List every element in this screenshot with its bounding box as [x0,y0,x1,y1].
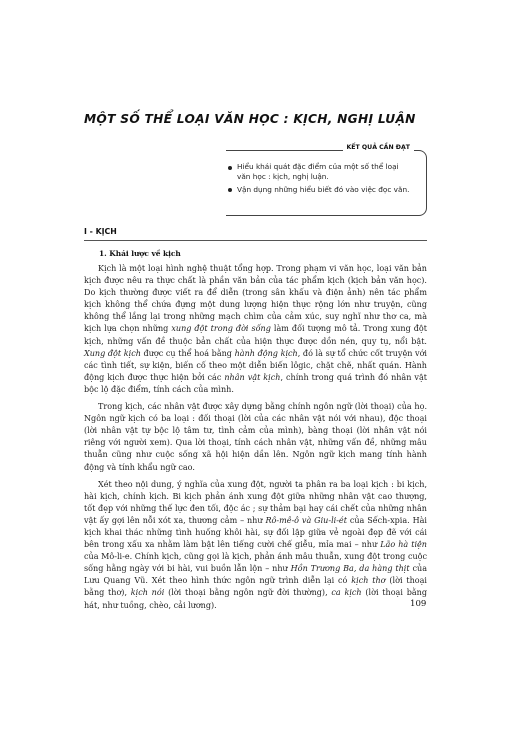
text-run: Trong kịch, các nhân vật được xây dựng bằng chính ngôn ngữ (lời thoại) của họ. Ngôn ngữ kịch có ba loại : đối thoại (lời của các nhân vật nói với nhau), độc thoại (lời nhân vật tự bộc lộ tâm tư, tình cảm của mình), bàng thoại (lời nhân vật nói riêng với người xem). Qua lời thoại, tính cách nhân vật, những vấn đề, những mâu thuẫn cũng như cuộc sống xã hội hiện dần lên. Ngôn ngữ kịch mang tính hành động và tính khẩu ngữ cao. [84,402,427,472]
body-paragraph [84,263,427,396]
body-paragraph [84,479,427,612]
page-number: 109 [410,599,427,609]
subsection-heading: 1. Khái lược về kịch [99,249,181,258]
text-run: (lời thoại bằng hát, như tuồng, chèo, cải lương). [84,588,427,610]
text-run: của Mô-li-e. Chính kịch, cũng gọi là kịch, phản ánh mâu thuẫn, xung đột trong cuộc sống hằng ngày với bi hài, vui buồn lẫn lộn – như [84,552,427,574]
learning-goals-list [228,162,414,197]
italic-term: hành động kịch [234,348,298,358]
section-heading: I - KỊCH [84,227,117,236]
text-run: làm đối tượng mô tả. Trong xung đột kịch, những vấn đề thuộc bản chất của hiện thực được dồn nén, quy tụ, nổi bật. [84,324,427,346]
italic-term: nhân vật kịch [224,372,281,382]
learning-goal-item: Hiểu khái quát đặc điểm của một số thể loại văn học : kịch, nghị luận. [228,162,414,183]
learning-goals-box [226,144,427,216]
italic-term: xung đột trong đời sống [171,324,271,334]
italic-term: Lão hà tiện [380,540,427,550]
italic-term: kịch thơ [351,576,386,586]
learning-goal-item: Vận dụng những hiểu biết đó vào việc đọc văn. [228,185,414,195]
body-paragraph [84,401,427,474]
italic-term: Hồn Trương Ba, da hàng thịt [290,564,410,574]
text-run: , chính trong quá trình đó nhân vật bộc lộ đặc điểm, tính cách của mình. [84,372,427,394]
italic-term: Rô-mê-ô và Giu-li-ét [265,515,347,525]
body-text [84,263,427,617]
text-run: của Sếch-xpia. Hài kịch khai thác những tình huống khôi hài, sự đối lập giữa vẻ ngoài đẹp đẽ với cái bên trong xấu xa nhằm làm bật lên tiếng cười chế giễu, mỉa mai – như [84,515,427,550]
text-run: (lời thoại bằng thơ), [84,576,427,598]
text-run: (lời thoại bằng ngôn ngữ đời thường), [164,588,332,598]
text-run: Xét theo nội dung, ý nghĩa của xung đột, người ta phân ra ba loại kịch : bi kịch, hài kịch, chính kịch. Bi kịch phản ánh xung đột giữa những nhân vật cao thượng, tốt đẹp với những thế lực đen tối, độc ác ; sự thảm bại hay cái chết của những nhân vật ấy gợi lên nỗi xót xa, thương cảm – như [84,479,427,525]
text-run: , đó là sự tổ chức cốt truyện với các tình tiết, sự kiện, biến cố theo một diễn biến lôgic, chặt chẽ, nhất quán. Hành động kịch được thực hiện bởi các [84,348,428,382]
section-divider [84,240,427,241]
text-run: được cụ thể hoá bằng [140,348,235,358]
italic-term: kịch nói [130,588,165,598]
italic-term: ca kịch [331,588,362,598]
text-run: Kịch là một loại hình nghệ thuật tổng hợp. Trong phạm vi văn học, loại văn bản kịch được nêu ra thực chất là phần văn bản của tác phẩm kịch (kịch bản văn học). Do kịch thường được viết ra để diễn (trong sân khấu và điện ảnh) nên tác phẩm kịch không thể chứa đựng một dung lượng hiện thực rộng lớn như truyện, cũng không thể lắng lại trong những mạch chìm của cảm xúc, suy nghĩ như thơ ca, mà kịch lựa chọn những [84,264,427,334]
chapter-title: MỘT SỐ THỂ LOẠI VĂN HỌC : KỊCH, NGHỊ LUẬN [84,112,416,127]
learning-goals-heading: KẾT QUẢ CẦN ĐẠT [343,144,414,151]
text-run: của Lưu Quang Vũ. Xét theo hình thức ngôn ngữ trình diễn lại có [84,564,427,586]
italic-term: Xung đột kịch [84,348,141,358]
